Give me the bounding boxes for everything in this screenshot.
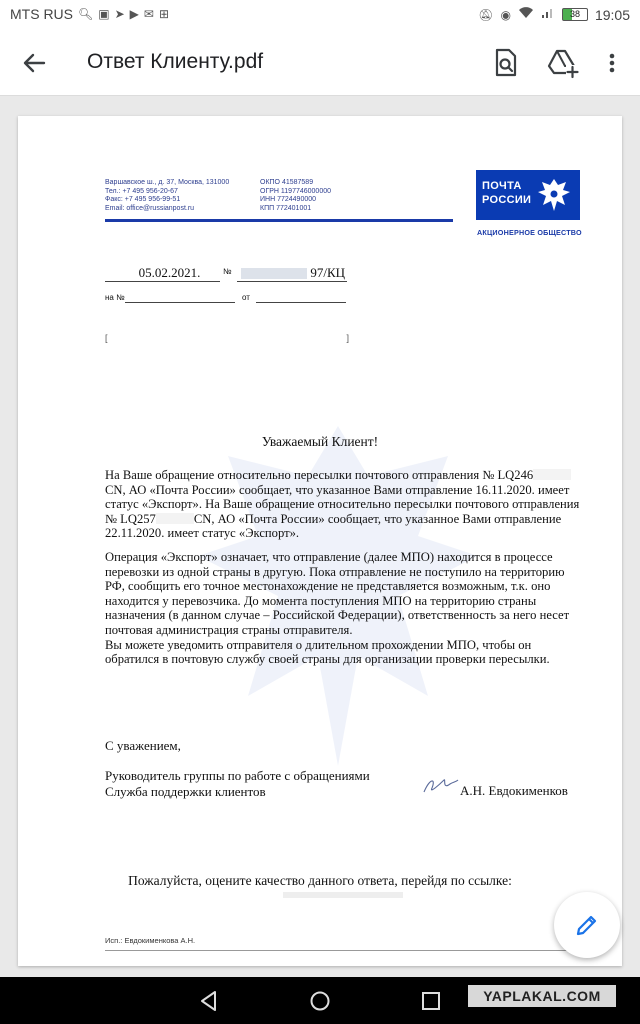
carrier-label: MTS RUS [10, 6, 73, 22]
search-icon: 🔍︎ [78, 7, 94, 21]
signatory-position [105, 768, 370, 800]
na-label: на № [105, 293, 125, 302]
pencil-icon [574, 912, 600, 938]
mute-icon: 🔕︎ [478, 7, 494, 22]
arrow-back-icon [18, 47, 50, 79]
document-title: Ответ Клиенту.pdf [87, 50, 264, 73]
handwritten-signature [420, 774, 460, 796]
paragraph-text: CN, АО «Почта России» сообщает, что указанное Вами отправление 22.11.2020. имеет статус «Экспорт». [105, 511, 562, 541]
search-in-document-button[interactable] [489, 46, 521, 80]
back-button[interactable] [18, 47, 50, 79]
blank-line [125, 302, 235, 303]
address-line: Email: office@russianpost.ru [105, 204, 195, 212]
triangle-back-icon [196, 988, 222, 1014]
status-bar [0, 0, 640, 30]
letterhead-address [105, 179, 229, 213]
paragraph-status [105, 468, 585, 541]
logo-wordmark [482, 179, 531, 207]
signal-icon [541, 6, 555, 23]
square-recents-icon [418, 988, 444, 1014]
eye-comfort-icon: ◉ [500, 7, 511, 22]
play-icon: ▶ [129, 7, 139, 21]
wifi-icon [518, 6, 534, 23]
paragraph-explanation [105, 550, 585, 667]
executor-note: Исп.: Евдокименкова А.Н. [105, 936, 196, 945]
logo-line: ПОЧТА [482, 180, 522, 192]
bracket-right: ] [346, 333, 349, 343]
more-options-button[interactable] [600, 46, 624, 80]
in-reply-row [105, 293, 250, 302]
blank-line [256, 302, 346, 303]
logo-subtitle: АКЦИОНЕРНОЕ ОБЩЕСТВО [477, 228, 582, 237]
letter-date: 05.02.2021. [105, 265, 220, 282]
telegram-icon: ➤ [114, 7, 125, 21]
photo-app-icon: ▣ [98, 7, 110, 21]
redaction [533, 469, 571, 480]
pdf-page [18, 116, 622, 966]
code-line: КПП 772401001 [260, 204, 312, 212]
logo-line: РОССИИ [482, 194, 532, 206]
code-line: ОКПО 41587589 [260, 179, 314, 186]
address-line: Варшавское ш., д. 37, Москва, 131000 [105, 179, 230, 186]
number-label: № [223, 267, 232, 276]
closing: С уважением, [105, 738, 181, 753]
app-bar [0, 30, 640, 96]
paragraph-text: CN, АО «Почта России» сообщает, что указанное Вами отправление 16.11.2020. имеет статус «Экспорт». На Ваше обращение относительно пересылки почтового отправления № LQ257 [105, 482, 580, 526]
address-line: Тел.: +7 495 956-20-67 [105, 187, 178, 195]
paragraph-text: На Ваше обращение относительно пересылки почтового отправления № LQ246 [105, 468, 534, 482]
site-watermark-badge: YAPLAKAL.COM [468, 985, 616, 1007]
ot-label: от [242, 293, 250, 302]
pdf-viewer[interactable] [0, 97, 640, 977]
letterhead-divider [105, 219, 453, 222]
reference-number: 97/КЦ [237, 265, 347, 282]
paragraph-text: Вы можете уведомить отправителя о длительном прохождении МПО, чтобы он обратился в почтовую службу своей страны для организации проверки пересылки. [105, 637, 550, 667]
edit-fab-button[interactable] [554, 892, 620, 958]
more-vert-icon [600, 46, 624, 80]
bracket-left: [ [105, 333, 108, 343]
signer-name: А.Н. Евдокименков [460, 783, 568, 798]
addressee-bracket [105, 333, 349, 343]
document-search-icon [489, 46, 521, 80]
rating-link[interactable] [283, 892, 403, 898]
mail-icon: ✉ [143, 7, 154, 21]
logo-box [476, 170, 580, 220]
letterhead-codes [260, 179, 331, 213]
redaction [241, 268, 307, 279]
footer-divider [105, 950, 583, 951]
rate-request: Пожалуйста, оцените качество данного ответа, перейдя по ссылке: [128, 873, 512, 888]
plus-notification-icon: ⊞ [158, 7, 169, 21]
nav-home-button[interactable] [307, 988, 333, 1014]
greeting: Уважаемый Клиент! [261, 434, 379, 449]
address-line: Факс: +7 495 956-99-51 [105, 196, 181, 204]
battery-level: 38 [569, 9, 580, 19]
circle-home-icon [307, 988, 333, 1014]
code-line: ИНН 7724490000 [260, 196, 317, 204]
clock: 19:05 [594, 6, 630, 23]
add-to-drive-button[interactable] [545, 46, 577, 80]
drive-add-icon [545, 46, 579, 80]
eagle-emblem-icon [532, 173, 576, 217]
redaction [156, 513, 194, 524]
nav-recents-button[interactable] [418, 988, 444, 1014]
nav-back-button[interactable] [196, 988, 222, 1014]
battery-icon [562, 8, 588, 21]
position-line: Служба поддержки клиентов [105, 784, 266, 799]
paragraph-text: Операция «Экспорт» означает, что отправление (далее МПО) находится в процессе перевозки из одной страны в другую. Пока отправление не поступило на территорию РФ, сообщить его точное местонахождение не представляется возможным, т.к. оно находится у перевозчика. До момента поступления МПО на территорию страны назначения (в данном случае – Российской Федерации), ответственность за него несет почтовая администрация страны отправителя. [105, 550, 570, 637]
code-line: ОГРН 1197746000000 [260, 187, 331, 195]
russian-post-logo [476, 170, 580, 226]
position-line: Руководитель группы по работе с обращениями [105, 768, 370, 783]
